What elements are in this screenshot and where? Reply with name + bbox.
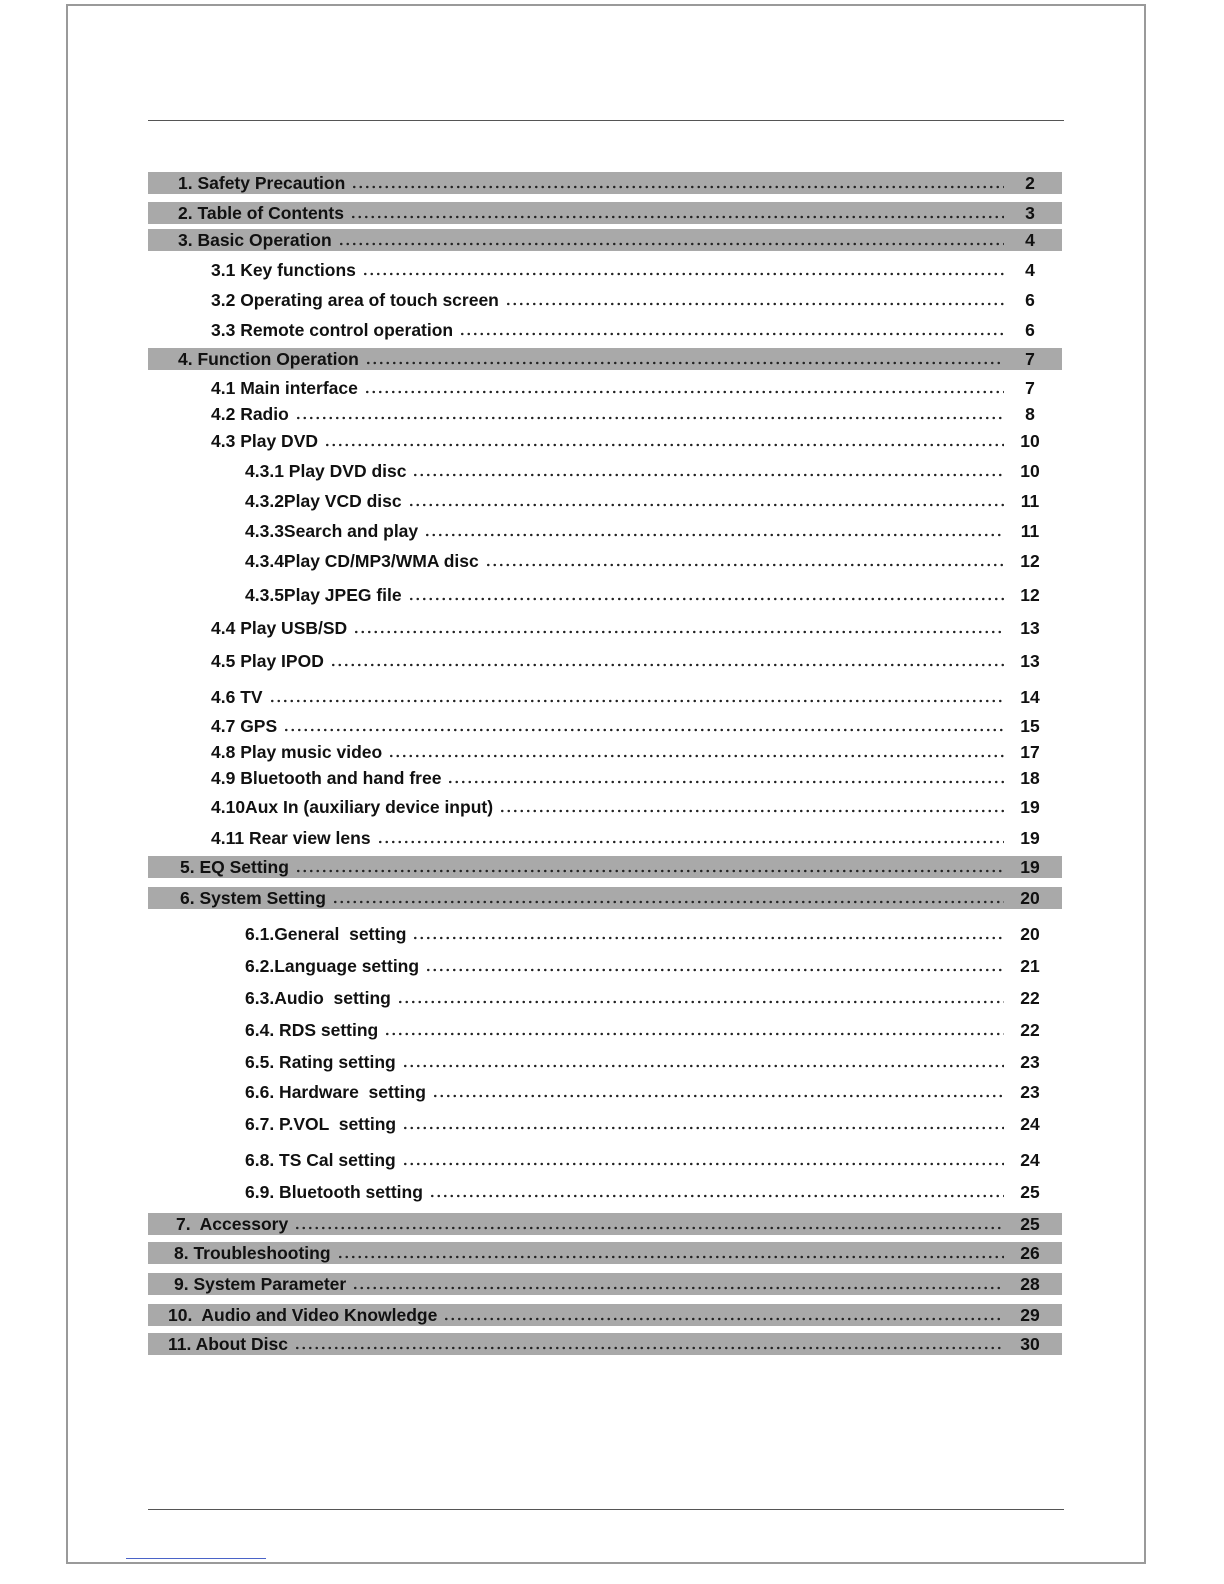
toc-entry-4-9-bluetooth[interactable] <box>148 767 1062 789</box>
toc-entry-4-3-1-play-dvd-disc[interactable] <box>148 460 1062 482</box>
dot-leader <box>505 289 1004 311</box>
toc-entry-page: 4 <box>1025 259 1035 280</box>
toc-entry-5-eq-setting[interactable] <box>148 856 1062 878</box>
dot-leader <box>350 202 1004 224</box>
toc-entry-title: 6.1.General setting <box>245 923 407 944</box>
toc-entry-page: 26 <box>1020 1242 1040 1263</box>
toc-entry-title: 4.3.2Play VCD disc <box>245 490 402 511</box>
dot-leader <box>332 887 1004 909</box>
toc-entry-title: 4.9 Bluetooth and hand free <box>211 767 442 788</box>
toc-entry-page: 7 <box>1025 377 1035 398</box>
toc-entry-title: 4.3.1 Play DVD disc <box>245 460 407 481</box>
toc-entry-3-3-remote-control[interactable] <box>148 319 1062 341</box>
toc-entry-6-system-setting[interactable] <box>148 887 1062 909</box>
toc-entry-page: 7 <box>1025 348 1035 369</box>
toc-entry-title: 4.11 Rear view lens <box>211 827 371 848</box>
toc-entry-6-4-rds-setting[interactable] <box>148 1019 1062 1041</box>
dot-leader <box>294 1333 1004 1355</box>
toc-entry-4-3-play-dvd[interactable] <box>148 430 1062 452</box>
toc-entry-page: 23 <box>1020 1081 1040 1102</box>
toc-entry-page: 25 <box>1020 1213 1040 1234</box>
toc-entry-title: 4.8 Play music video <box>211 741 383 762</box>
toc-entry-4-7-gps[interactable] <box>148 715 1062 737</box>
toc-entry-1-safety-precaution[interactable] <box>148 172 1062 194</box>
toc-entry-6-5-rating-setting[interactable] <box>148 1051 1062 1073</box>
toc-entry-title: 4.2 Radio <box>211 403 289 424</box>
toc-entry-4-3-4-play-cd[interactable] <box>148 550 1062 572</box>
toc-entry-page: 13 <box>1020 650 1040 671</box>
toc-entry-4-4-play-usb-sd[interactable] <box>148 617 1062 639</box>
toc-entry-title: 1. Safety Precaution <box>178 172 346 193</box>
dot-leader <box>351 172 1004 194</box>
toc-entry-page: 25 <box>1020 1181 1040 1202</box>
dot-leader <box>485 550 1004 572</box>
toc-entry-title: 4.4 Play USB/SD <box>211 617 348 638</box>
toc-entry-page: 4 <box>1025 229 1035 250</box>
dot-leader <box>402 1149 1004 1171</box>
toc-entry-page: 19 <box>1020 856 1040 877</box>
toc-entry-title: 6.2.Language setting <box>245 955 420 976</box>
toc-entry-9-system-parameter[interactable] <box>148 1273 1062 1295</box>
toc-entry-title: 6.6. Hardware setting <box>245 1081 426 1102</box>
toc-entry-page: 19 <box>1020 827 1040 848</box>
toc-entry-title: 3.3 Remote control operation <box>211 319 454 340</box>
toc-entry-title: 4.3.4Play CD/MP3/WMA disc <box>245 550 479 571</box>
toc-entry-4-5-play-ipod[interactable] <box>148 650 1062 672</box>
toc-entry-page: 6 <box>1025 319 1035 340</box>
dot-leader <box>397 987 1004 1009</box>
toc-entry-page: 6 <box>1025 289 1035 310</box>
dot-leader <box>338 229 1004 251</box>
toc-entry-title: 3.2 Operating area of touch screen <box>211 289 499 310</box>
dot-leader <box>424 520 1004 542</box>
toc-entry-title: 4.5 Play IPOD <box>211 650 324 671</box>
toc-entry-page: 15 <box>1020 715 1040 736</box>
toc-entry-title: 4.7 GPS <box>211 715 278 736</box>
dot-leader <box>295 403 1004 425</box>
toc-entry-page: 24 <box>1020 1149 1040 1170</box>
toc-entry-11-about-disc[interactable] <box>148 1333 1062 1355</box>
dot-leader <box>294 1213 1004 1235</box>
dot-leader <box>499 796 1004 818</box>
toc-entry-4-2-radio[interactable] <box>148 403 1062 425</box>
toc-entry-10-audio-video-knowledge[interactable] <box>148 1304 1062 1326</box>
toc-entry-title: 4.3.3Search and play <box>245 520 419 541</box>
toc-entry-title: 4.10Aux In (auxiliary device input) <box>211 796 494 817</box>
dot-leader <box>388 741 1004 763</box>
dot-leader <box>443 1304 1004 1326</box>
dot-leader <box>269 686 1004 708</box>
toc-entry-page: 29 <box>1020 1304 1040 1325</box>
toc-entry-page: 13 <box>1020 617 1040 638</box>
toc-entry-6-6-hardware-setting[interactable] <box>148 1081 1062 1103</box>
dot-leader <box>377 827 1004 849</box>
toc-entry-title: 4.3.5Play JPEG file <box>245 584 402 605</box>
toc-entry-page: 22 <box>1020 1019 1040 1040</box>
toc-entry-page: 10 <box>1020 460 1040 481</box>
toc-entry-6-2-language-setting[interactable] <box>148 955 1062 977</box>
dot-leader <box>402 1051 1004 1073</box>
toc-entry-page: 2 <box>1025 172 1035 193</box>
toc-entry-page: 18 <box>1020 767 1040 788</box>
dot-leader <box>425 955 1004 977</box>
toc-entry-6-8-ts-cal-setting[interactable] <box>148 1149 1062 1171</box>
toc-entry-page: 20 <box>1020 923 1040 944</box>
toc-entry-title: 6.4. RDS setting <box>245 1019 379 1040</box>
toc-entry-title: 4. Function Operation <box>178 348 359 369</box>
toc-entry-6-3-audio-setting[interactable] <box>148 987 1062 1009</box>
toc-entry-page: 20 <box>1020 887 1040 908</box>
toc-entry-page: 14 <box>1020 686 1040 707</box>
toc-entry-page: 24 <box>1020 1113 1040 1134</box>
toc-entry-6-1-general-setting[interactable] <box>148 923 1062 945</box>
toc-entry-title: 6. System Setting <box>180 887 326 908</box>
toc-entry-page: 23 <box>1020 1051 1040 1072</box>
toc-entry-title: 2. Table of Contents <box>178 202 344 223</box>
top-rule <box>148 120 1064 121</box>
toc-entry-4-1-main-interface[interactable] <box>148 377 1062 399</box>
toc-entry-page: 21 <box>1020 955 1040 976</box>
dot-leader <box>459 319 1004 341</box>
dot-leader <box>364 377 1004 399</box>
toc-entry-page: 22 <box>1020 987 1040 1008</box>
toc-entry-page: 8 <box>1025 403 1035 424</box>
toc-entry-title: 4.6 TV <box>211 686 263 707</box>
toc-entry-page: 12 <box>1020 550 1040 571</box>
dot-leader <box>402 1113 1004 1135</box>
toc-entry-title: 6.3.Audio setting <box>245 987 391 1008</box>
toc-entry-title: 6.7. P.VOL setting <box>245 1113 397 1134</box>
toc-entry-page: 12 <box>1020 584 1040 605</box>
toc-entry-8-troubleshooting[interactable] <box>148 1242 1062 1264</box>
toc-entry-7-accessory[interactable] <box>148 1213 1062 1235</box>
dot-leader <box>295 856 1004 878</box>
toc-entry-4-6-tv[interactable] <box>148 686 1062 708</box>
dot-leader <box>432 1081 1004 1103</box>
dot-leader <box>408 490 1004 512</box>
toc-entry-6-7-pvol-setting[interactable] <box>148 1113 1062 1135</box>
dot-leader <box>412 460 1004 482</box>
toc-entry-2-table-of-contents[interactable] <box>148 202 1062 224</box>
toc-entry-3-2-operating-area[interactable] <box>148 289 1062 311</box>
dot-leader <box>412 923 1004 945</box>
toc-entry-title: 10. Audio and Video Knowledge <box>168 1304 438 1325</box>
dot-leader <box>330 650 1004 672</box>
toc-entry-page: 3 <box>1025 202 1035 223</box>
dot-leader <box>429 1181 1004 1203</box>
dot-leader <box>283 715 1004 737</box>
toc-entry-4-11-rear-view-lens[interactable] <box>148 827 1062 849</box>
toc-entry-page: 10 <box>1020 430 1040 451</box>
toc-entry-title: 3.1 Key functions <box>211 259 356 280</box>
toc-entry-title: 4.3 Play DVD <box>211 430 318 451</box>
dot-leader <box>353 617 1004 639</box>
toc-entry-6-9-bluetooth-setting[interactable] <box>148 1181 1062 1203</box>
toc-entry-page: 30 <box>1020 1333 1040 1354</box>
toc-entry-page: 17 <box>1020 741 1040 762</box>
toc-entry-title: 4.1 Main interface <box>211 377 358 398</box>
dot-leader <box>447 767 1004 789</box>
toc-entry-3-basic-operation[interactable] <box>148 229 1062 251</box>
toc-entry-4-3-3-search-and-play[interactable] <box>148 520 1062 542</box>
footer-link-underline <box>126 1558 266 1559</box>
dot-leader <box>362 259 1004 281</box>
toc-entry-4-8-play-music-video[interactable] <box>148 741 1062 763</box>
toc-entry-title: 7. Accessory <box>176 1213 289 1234</box>
toc-entry-title: 9. System Parameter <box>174 1273 347 1294</box>
toc-entry-4-function-operation[interactable] <box>148 348 1062 370</box>
dot-leader <box>365 348 1004 370</box>
dot-leader <box>408 584 1004 606</box>
toc-entry-4-3-2-play-vcd-disc[interactable] <box>148 490 1062 512</box>
toc-entry-title: 6.5. Rating setting <box>245 1051 396 1072</box>
dot-leader <box>337 1242 1004 1264</box>
toc-entry-title: 8. Troubleshooting <box>174 1242 331 1263</box>
toc-entry-title: 6.8. TS Cal setting <box>245 1149 396 1170</box>
dot-leader <box>352 1273 1004 1295</box>
toc-entry-page: 11 <box>1020 490 1040 511</box>
toc-entry-title: 6.9. Bluetooth setting <box>245 1181 423 1202</box>
toc-entry-page: 11 <box>1020 520 1040 541</box>
toc-entry-3-1-key-functions[interactable] <box>148 259 1062 281</box>
dot-leader <box>384 1019 1004 1041</box>
toc-entry-page: 28 <box>1020 1273 1040 1294</box>
toc-entry-title: 5. EQ Setting <box>180 856 289 877</box>
toc-entry-4-3-5-play-jpeg[interactable] <box>148 584 1062 606</box>
toc-entry-page: 19 <box>1020 796 1040 817</box>
toc-entry-title: 3. Basic Operation <box>178 229 332 250</box>
bottom-rule <box>148 1509 1064 1510</box>
toc-entry-4-10-aux-in[interactable] <box>148 796 1062 818</box>
dot-leader <box>324 430 1004 452</box>
toc-entry-title: 11. About Disc <box>168 1333 288 1354</box>
